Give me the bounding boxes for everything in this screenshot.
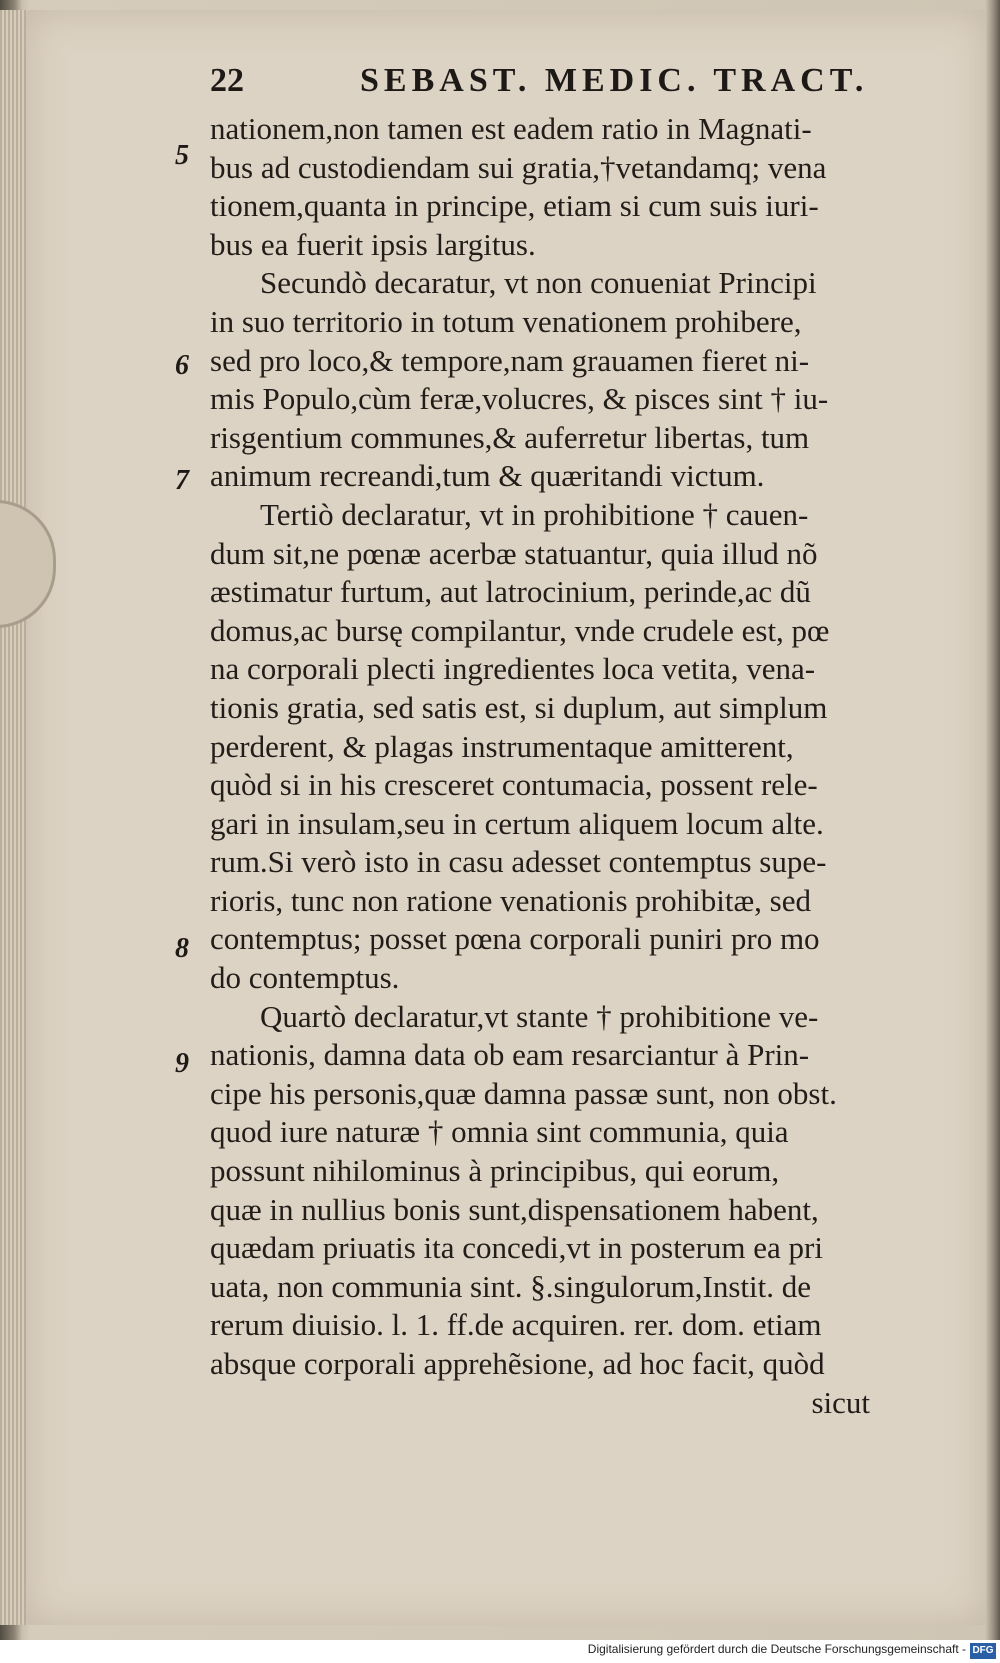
margin-number: 8 [175, 933, 189, 964]
text-line: sed pro loco,& tempore,nam grauamen fieret ni- [210, 342, 810, 378]
footer-credit: Digitalisierung gefördert durch die Deutsche Forschungsgemeinschaft - [587, 1642, 966, 1656]
text-line: quòd si in his cresceret contumacia, possent rele- [210, 767, 818, 803]
text-line: bus ea fuerit ipsis largitus. [210, 226, 536, 262]
text-line: gari in insulam,seu in certum aliquem locum alte. [210, 805, 824, 841]
margin-number: 6 [175, 350, 189, 381]
text-line: in suo territorio in totum venationem prohibere, [210, 303, 802, 339]
digitization-footer [0, 1640, 1000, 1663]
text-line: cipe his personis,quæ damna passæ sunt, non obst. [210, 1075, 837, 1111]
text-line: rioris, tunc non ratione venationis prohibitæ, sed [210, 882, 811, 918]
text-line: rum.Si verò isto in casu adesset contemptus supe- [210, 844, 827, 880]
text-line: bus ad custodiendam sui gratia,†vetandamq; vena [210, 149, 827, 185]
running-title: SEBAST. MEDIC. TRACT. [360, 62, 869, 99]
text-line: rerum diuisio. l. 1. ff.de acquiren. rer. dom. etiam [210, 1307, 822, 1343]
text-line: domus,ac bursę compilantur, vnde crudele est, pœ [210, 612, 830, 648]
text-line: tionem,quanta in principe, etiam si cum suis iuri- [210, 188, 819, 224]
text-line: nationis, damna data ob eam resarciantur à Prin- [210, 1037, 810, 1073]
body-text [210, 110, 930, 1422]
margin-number: 9 [175, 1048, 189, 1079]
page-edges [0, 10, 26, 1625]
text-line: quæ in nullius bonis sunt,dispensationem habent, [210, 1191, 819, 1227]
text-line: contemptus; posset pœna corporali puniri pro mo [210, 921, 820, 957]
text-line: tionis gratia, sed satis est, si duplum, aut simplum [210, 689, 828, 725]
text-line: Secundò decaratur, vt non conueniat Principi [260, 265, 817, 301]
text-line: uata, non communia sint. §.singulorum,Instit. de [210, 1268, 811, 1304]
text-line: na corporali plecti ingredientes loca vetita, vena- [210, 651, 816, 687]
text-line: quædam priuatis ita concedi,vt in posterum ea pri [210, 1230, 823, 1266]
text-line: quod iure naturæ † omnia sint communia, quia [210, 1114, 789, 1150]
text-line: absque corporali apprehẽsione, ad hoc facit, quòd [210, 1346, 825, 1381]
page-header [210, 62, 930, 106]
text-line: animum recreandi,tum & quæritandi victum. [210, 458, 765, 494]
text-line: dum sit,ne pœnæ acerbæ statuantur, quia illud nõ [210, 535, 818, 571]
text-line: Tertiò declaratur, vt in prohibitione † cauen- [260, 496, 809, 532]
text-line: do contemptus. [210, 960, 400, 996]
text-line: mis Populo,cùm feræ,volucres, & pisces sint † iu- [210, 381, 829, 417]
text-line: æstimatur furtum, aut latrocinium, perinde,ac dũ [210, 574, 811, 610]
text-line: risgentium communes,& auferretur libertas, tum [210, 419, 810, 455]
dfg-logo-icon: DFG [970, 1643, 996, 1659]
page-number: 22 [210, 62, 244, 99]
catchword: sicut [811, 1384, 870, 1420]
margin-number: 7 [175, 465, 189, 496]
margin-number: 5 [175, 140, 189, 171]
text-line: Quartò declaratur,vt stante † prohibitione ve- [260, 998, 819, 1034]
text-line: perderent, & plagas instrumentaque amitterent, [210, 728, 794, 764]
text-line: nationem,non tamen est eadem ratio in Magnati- [210, 111, 812, 146]
text-line: possunt nihilominus à principibus, qui eorum, [210, 1153, 780, 1189]
